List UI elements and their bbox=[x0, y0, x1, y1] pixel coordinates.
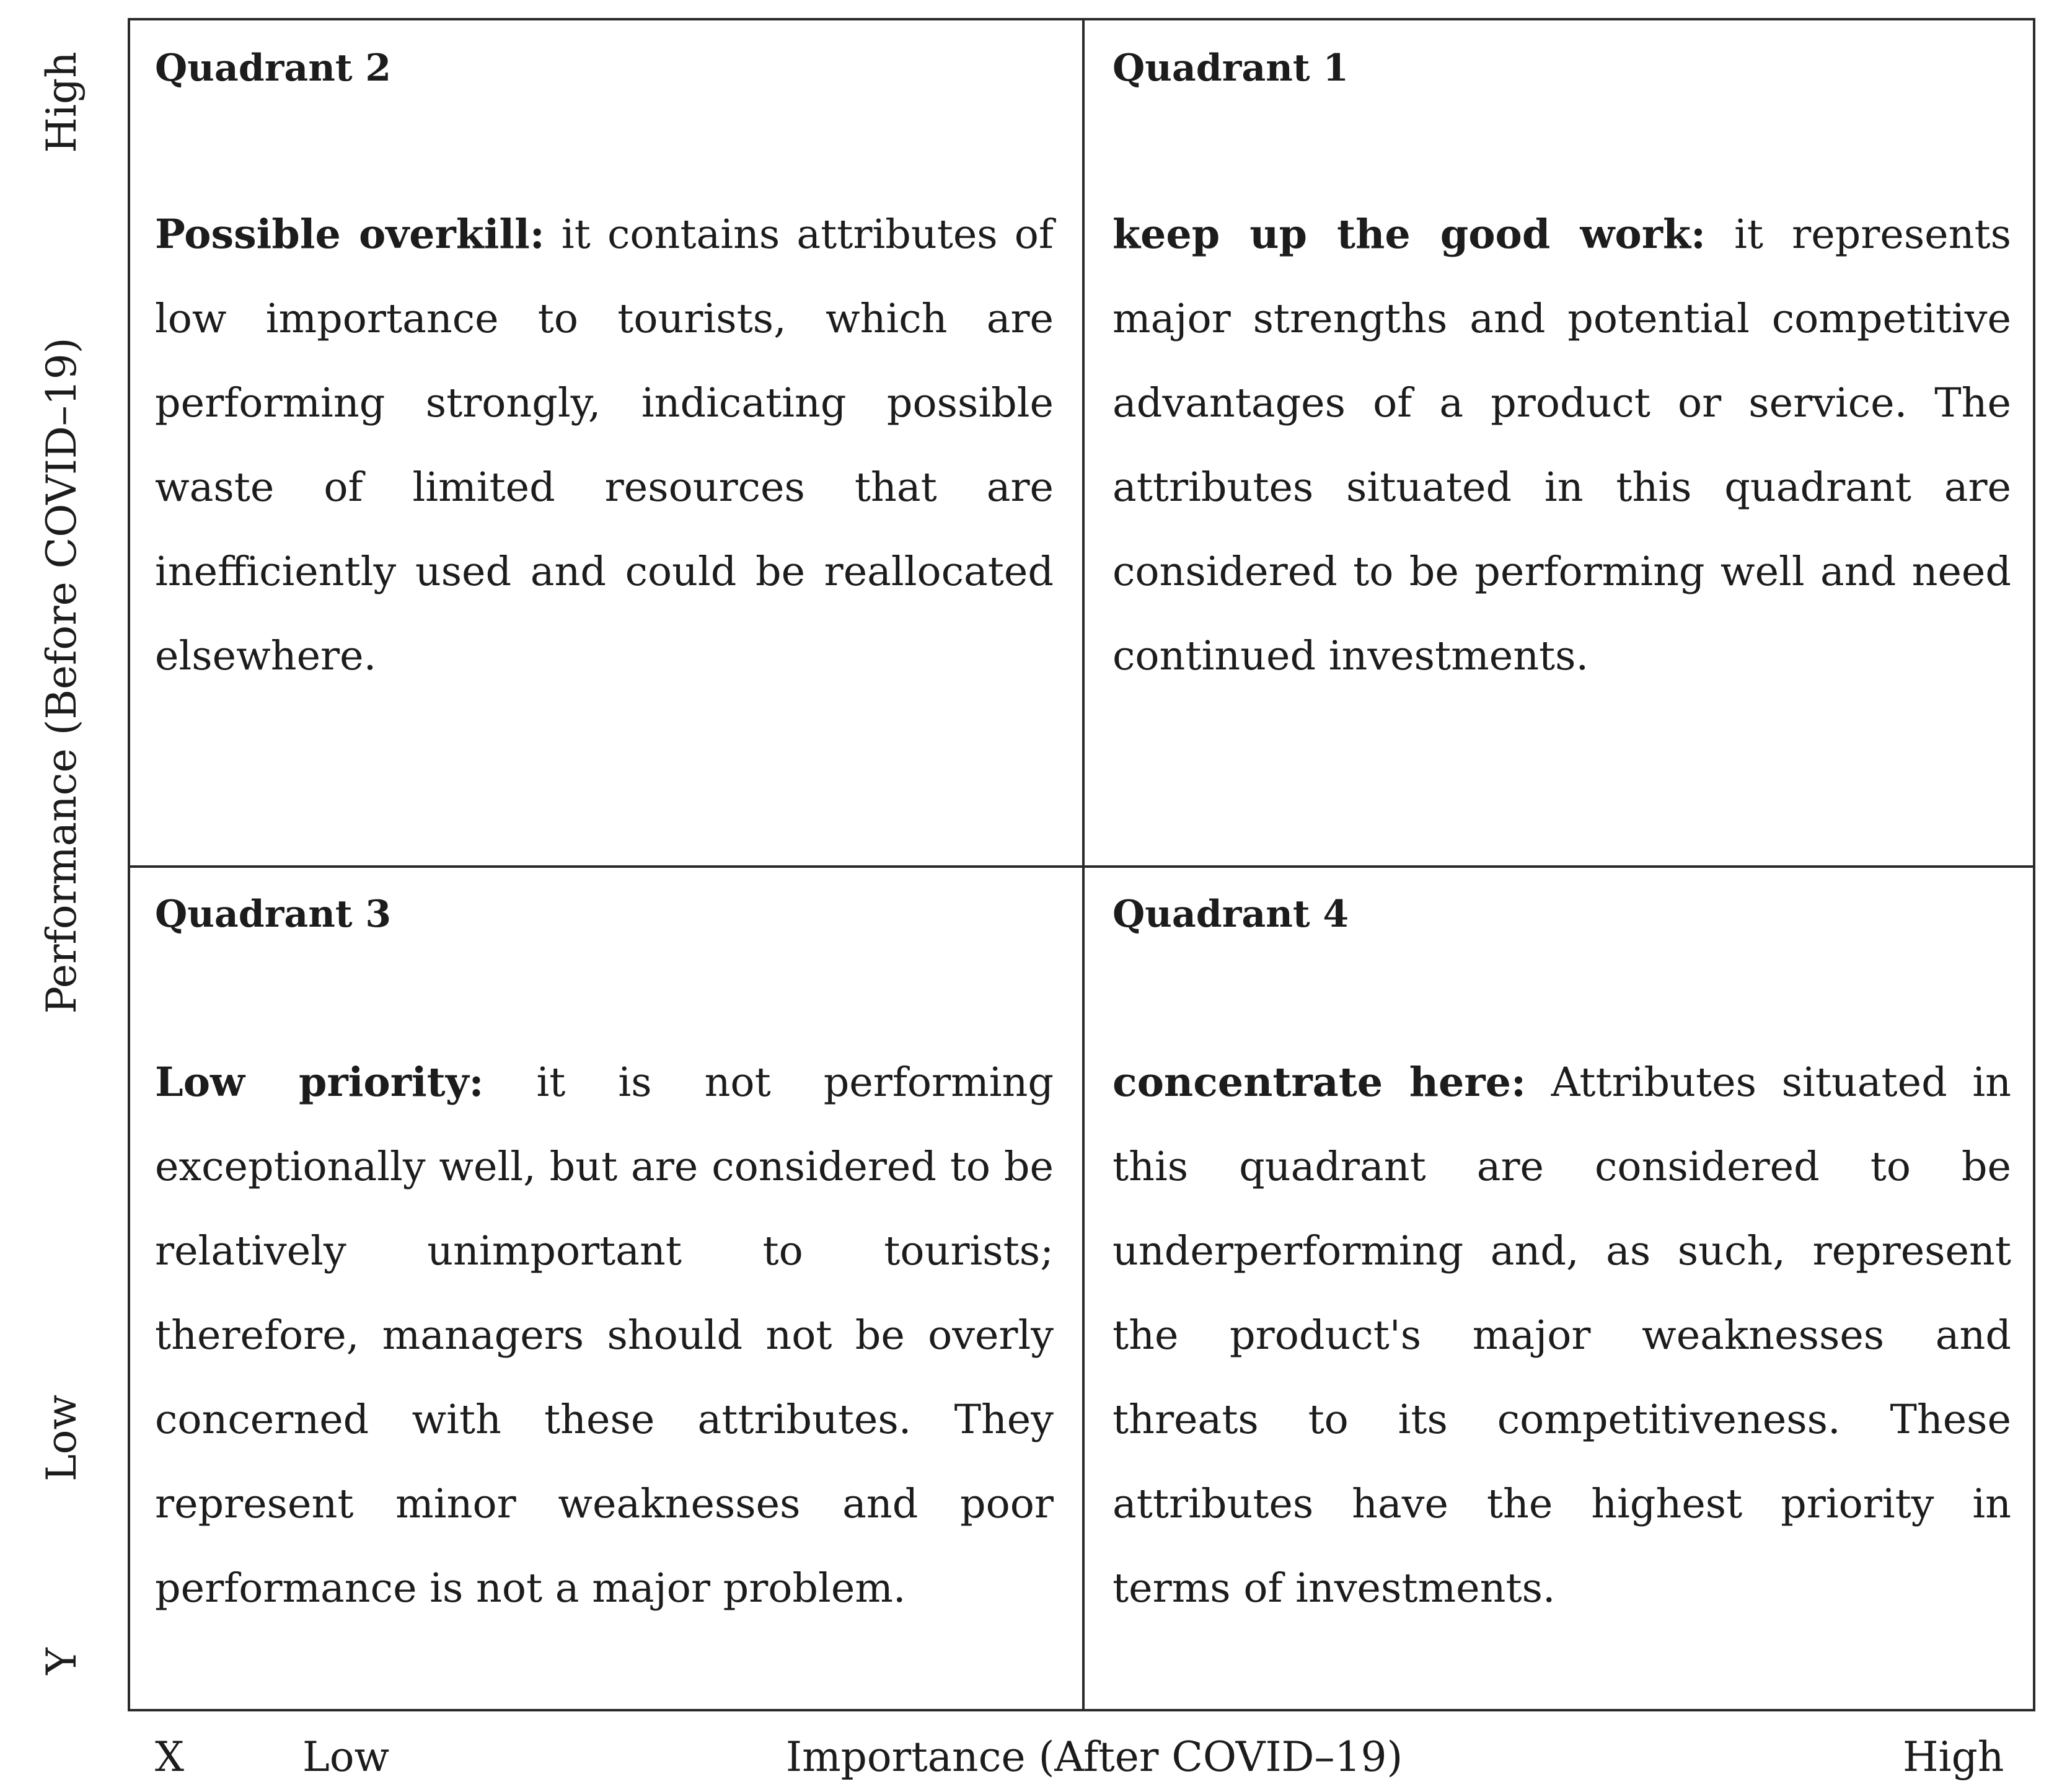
quadrant-1-text bbox=[1113, 192, 2011, 699]
quadrant-4-title: Quadrant 4 bbox=[1113, 893, 1349, 936]
quadrant-1-title: Quadrant 1 bbox=[1113, 46, 1349, 90]
horizontal-divider bbox=[128, 865, 2035, 868]
quadrant-3-text bbox=[155, 1040, 1054, 1631]
quadrant-2-body: it contains attributes of low importance to tourists, which are performing strongly, indicating possible waste of limited resources that are inefficiently used and could be reallocated elsewhere. bbox=[155, 211, 1054, 679]
x-axis-symbol: X bbox=[155, 1733, 184, 1781]
y-axis-title: Performance (Before COVID–19) bbox=[38, 337, 86, 1014]
quadrant-4-heading: concentrate here: bbox=[1113, 1059, 1526, 1106]
x-axis-title: Importance (After COVID–19) bbox=[786, 1733, 1403, 1781]
quadrant-1-heading: keep up the good work: bbox=[1113, 211, 1706, 258]
vertical-divider bbox=[1082, 18, 1085, 1711]
quadrant-3-body: it is not performing exceptionally well, but are considered to be relatively unimportant to tourists; therefore, managers should not be overly concerned with these attributes. They represent minor weaknesses and poor performance is not a major problem. bbox=[155, 1059, 1054, 1612]
quadrant-2-heading: Possible overkill: bbox=[155, 211, 545, 258]
quadrant-2-title: Quadrant 2 bbox=[155, 46, 392, 90]
quadrant-4-body: Attributes situated in this quadrant are considered to be underperforming and, as such, represent the product's major weaknesses and threats to its competitiveness. These attributes have the highest priority in terms of investments. bbox=[1113, 1059, 2011, 1612]
y-axis-low-label: Low bbox=[38, 1394, 86, 1482]
x-axis-low-label: Low bbox=[302, 1733, 390, 1781]
y-axis-high-label: High bbox=[38, 51, 86, 153]
y-axis-symbol: Y bbox=[38, 1648, 86, 1675]
quadrant-4-text bbox=[1113, 1040, 2011, 1631]
quadrant-3-heading: Low priority: bbox=[155, 1059, 484, 1106]
quadrant-2-text bbox=[155, 192, 1054, 699]
quadrant-1-body: it represents major strengths and potential competitive advantages of a product or service. The attributes situated in this quadrant are considered to be performing well and need continued investments. bbox=[1113, 211, 2011, 679]
x-axis-high-label: High bbox=[1903, 1733, 2004, 1781]
quadrant-3-title: Quadrant 3 bbox=[155, 893, 392, 936]
